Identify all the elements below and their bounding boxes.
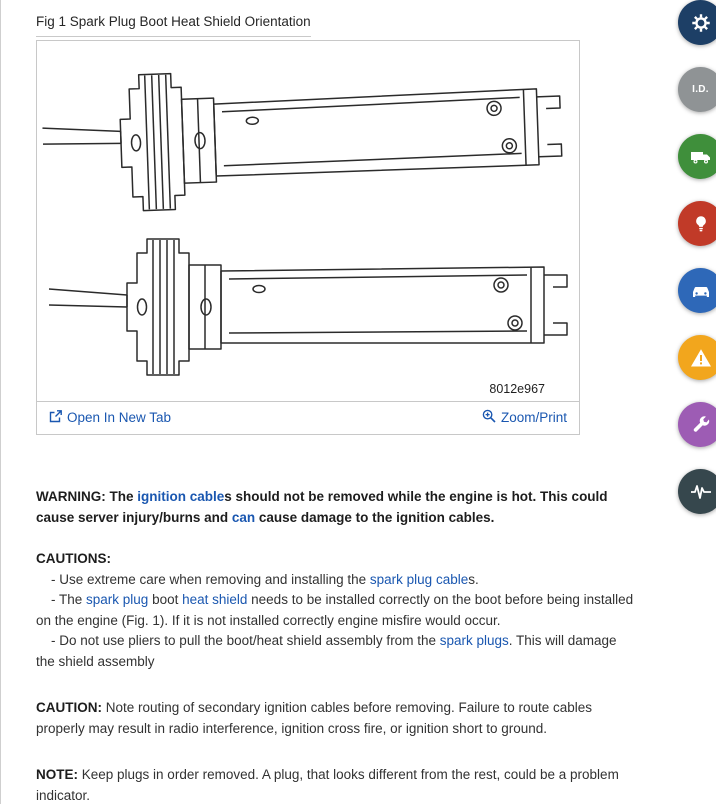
warning-triangle-icon [689, 346, 713, 370]
figure-caption: Fig 1 Spark Plug Boot Heat Shield Orientation [36, 14, 311, 37]
bullet-text: s. [468, 571, 479, 587]
can-link[interactable]: can [231, 509, 256, 525]
figure-image-area [37, 41, 579, 401]
waveform-icon [689, 480, 713, 504]
open-in-new-tab-link[interactable] [49, 410, 171, 426]
figure-panel [36, 40, 580, 435]
note-text: Keep plugs in order removed. A plug, that looks different from the rest, could be a problem indicator. [36, 767, 619, 803]
sidebar-button-vehicle-id[interactable] [678, 67, 716, 112]
open-in-new-tab-label: Open In New Tab [67, 410, 172, 425]
cautions-header: CAUTIONS: [36, 551, 111, 566]
wrench-icon [690, 414, 712, 436]
truck-icon [689, 145, 713, 169]
instructions-text [36, 487, 636, 804]
sidebar-button-tools[interactable] [678, 402, 716, 447]
sidebar-button-signal[interactable] [678, 469, 716, 514]
id-icon: I.D. [692, 84, 709, 95]
bullet-text: - Use extreme care when removing and installing the [51, 571, 370, 587]
spark-plug-link[interactable]: spark plug [86, 592, 149, 607]
zoom-print-label: Zoom/Print [500, 410, 567, 425]
sidebar-button-mechanic-tools[interactable] [678, 0, 716, 45]
bullet-text: . This will damage the shield assembly [36, 633, 617, 669]
right-sidebar [656, 0, 716, 804]
caution-label: CAUTION: [36, 700, 102, 715]
heat-shield-link[interactable]: heat shield [182, 592, 248, 607]
spark-plugs-link[interactable]: spark plugs [439, 633, 509, 648]
ignition-cable-link[interactable]: ignition cable [137, 489, 225, 504]
zoom-print-link[interactable] [482, 409, 567, 426]
gear-icon [690, 12, 712, 34]
open-in-new-tab-icon [49, 410, 62, 426]
figure-footer [37, 401, 579, 434]
caution-bullet-1 [36, 570, 636, 591]
sidebar-button-warnings[interactable] [678, 335, 716, 380]
figure-image-code: 8012e967 [489, 382, 545, 396]
caution-bullet-3 [36, 631, 636, 672]
warning-text: s should not be removed while the engine is hot. This could cause server injury/burns and [36, 489, 608, 525]
bulb-icon [690, 213, 712, 235]
zoom-icon [482, 409, 496, 426]
bullet-text: - The [51, 592, 87, 607]
sidebar-button-vehicles[interactable] [678, 134, 716, 179]
sidebar-button-car-service[interactable] [678, 268, 716, 313]
caution-text: Note routing of secondary ignition cables before removing. Failure to route cables properly may result in radio interference, ignition cross fire, or ignition short to ground. [36, 700, 593, 736]
bullet-text: - Do not use pliers to pull the boot/heat shield assembly from the [51, 633, 440, 648]
car-icon [689, 279, 713, 303]
note-paragraph [36, 765, 636, 804]
bullet-text: needs to be installed correctly on the boot before being installed on the engine (Fig. 1). If it is not installed correctly engine misfire would occur. [36, 592, 634, 628]
warning-paragraph [36, 487, 636, 528]
sidebar-button-diagnostics[interactable] [678, 201, 716, 246]
main-content [36, 13, 640, 804]
warning-text: cause damage to the ignition cables. [255, 509, 495, 525]
caution-bullet-2 [36, 590, 636, 631]
spark-plug-cable-link[interactable]: spark plug cable [369, 571, 469, 587]
page-left-border [0, 0, 1, 804]
bullet-text: boot [148, 592, 183, 607]
warning-text: WARNING: The [36, 489, 138, 504]
spark-plug-boot-diagram [37, 47, 579, 395]
caution-paragraph [36, 698, 636, 739]
note-label: NOTE: [36, 767, 78, 782]
